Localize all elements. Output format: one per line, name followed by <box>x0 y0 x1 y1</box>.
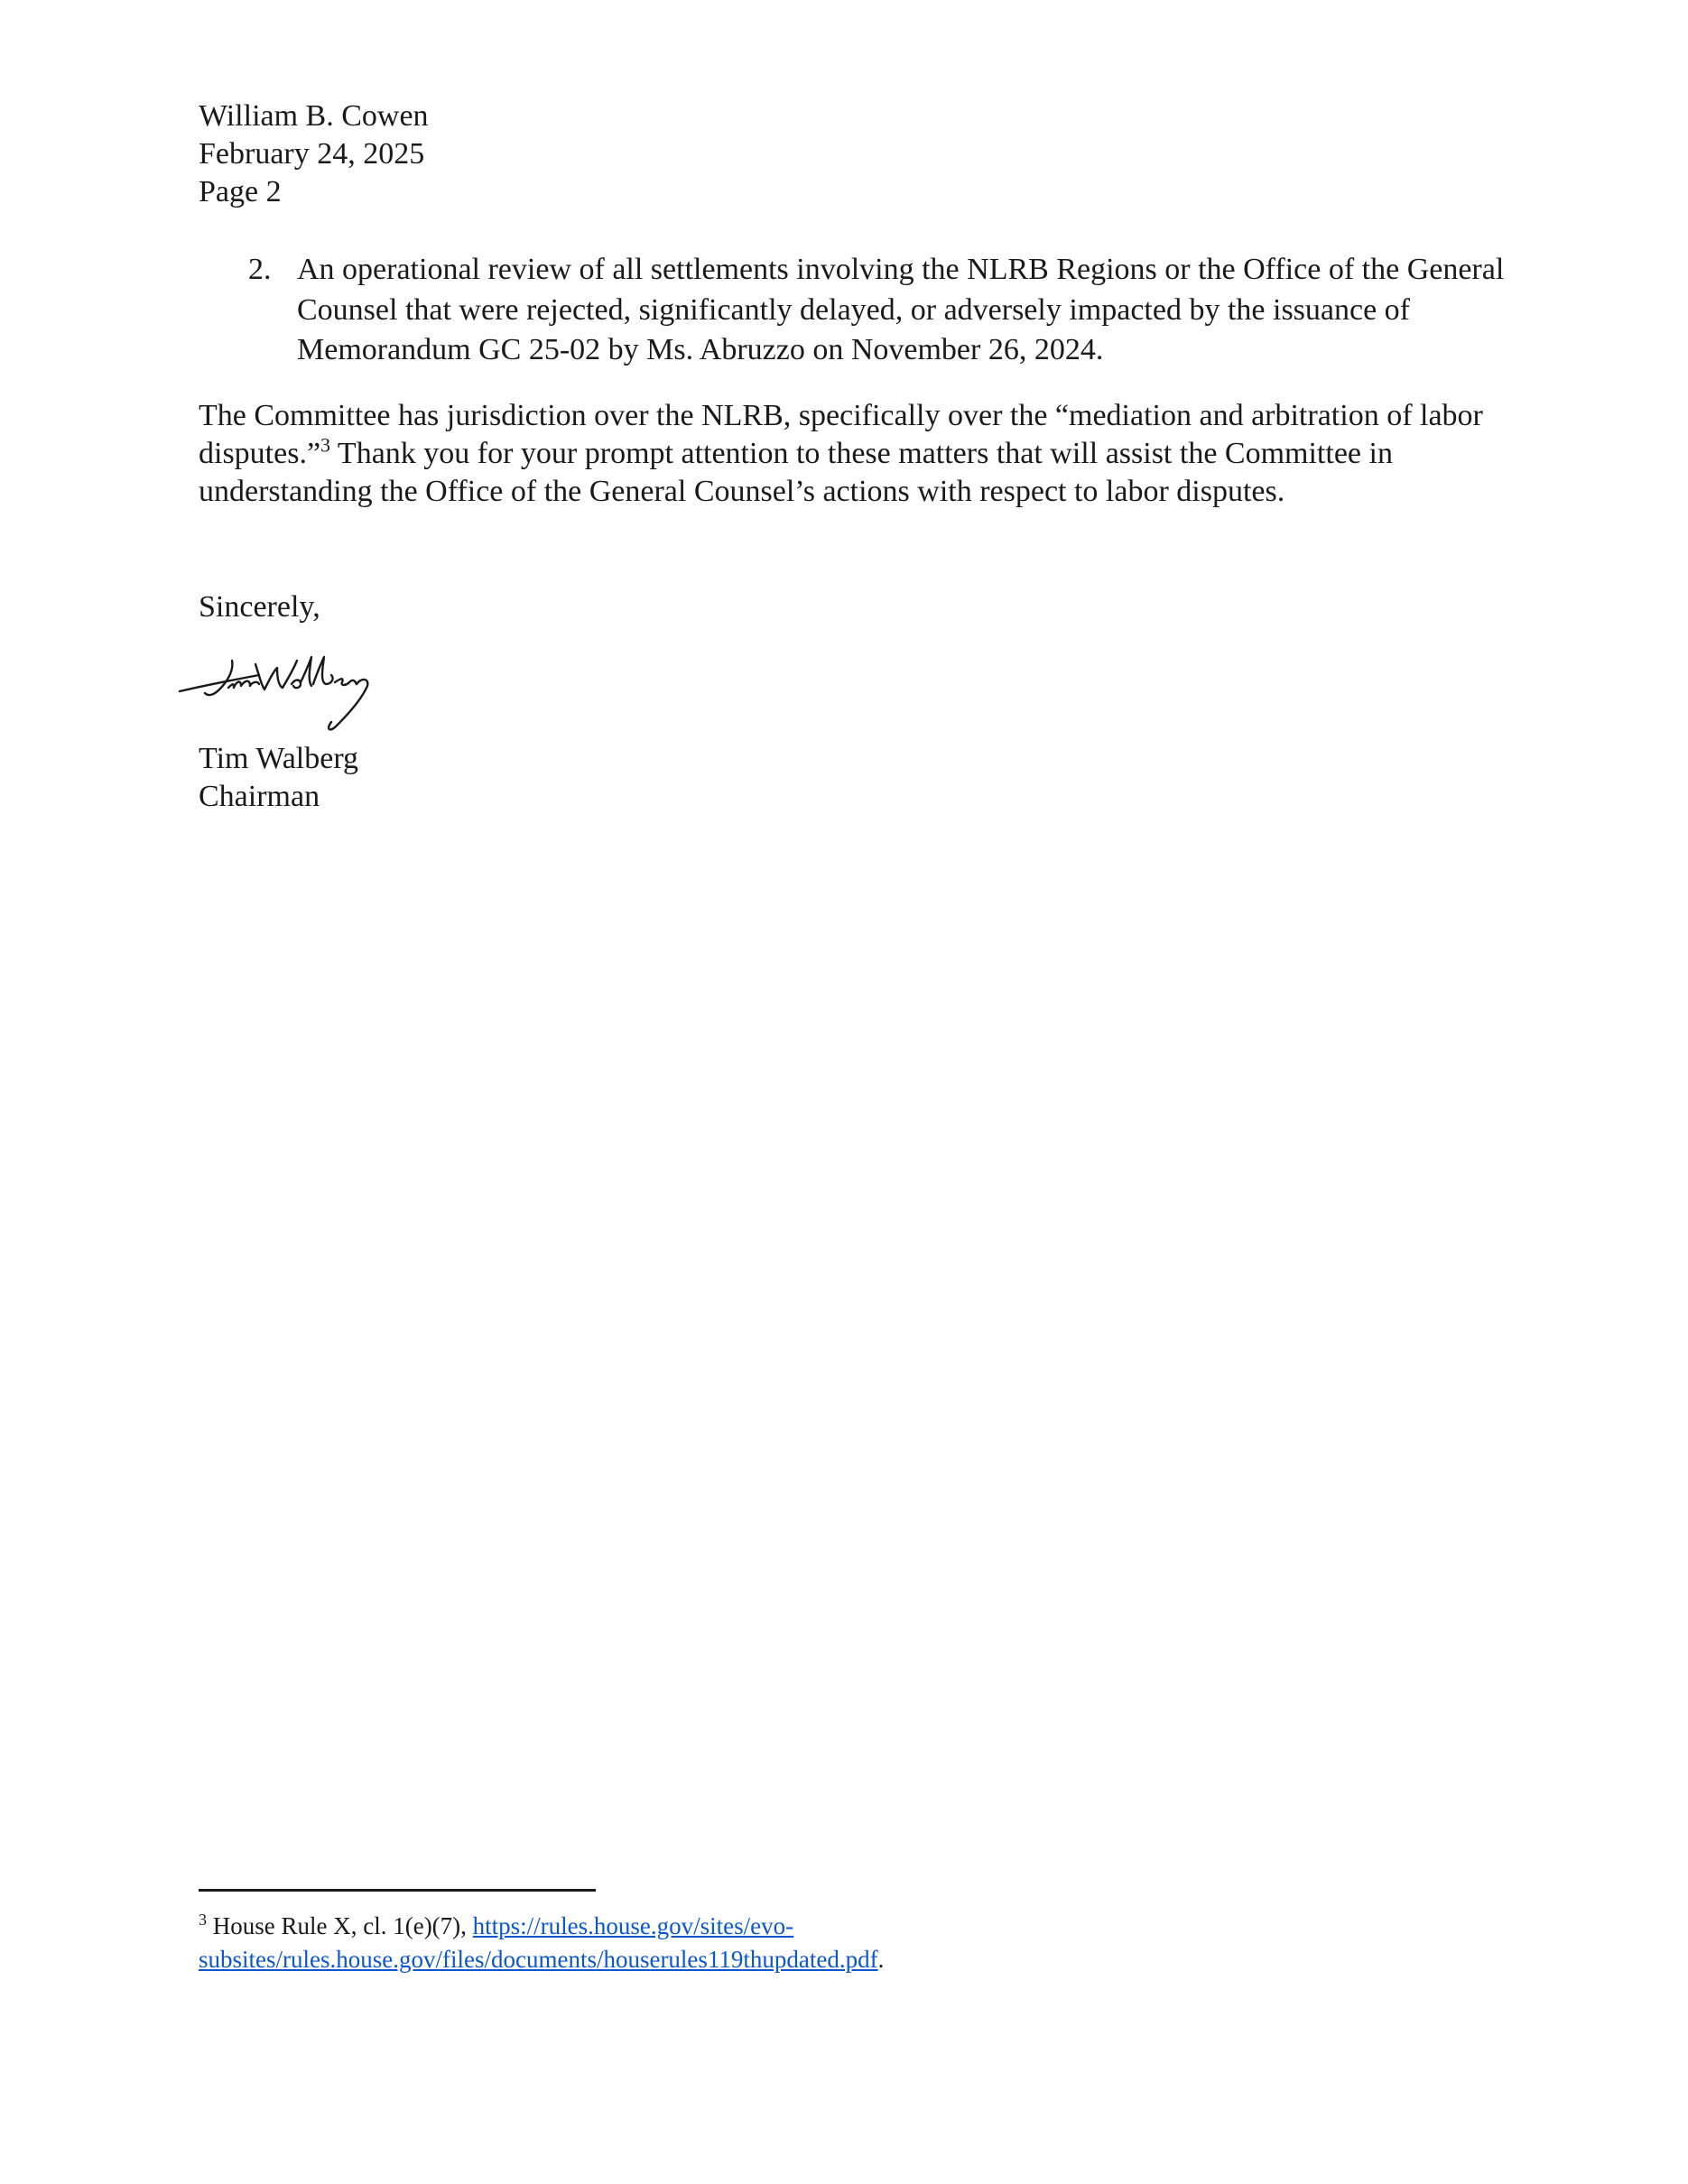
list-item-text: An operational review of all settlements involving the NLRB Regions or the Office of the General Counsel that were rejected, significantly delayed, or adversely impacted by the issuance of Memorandum GC 25-02 by Ms. Abruzzo on November 26, 2024. <box>297 253 1505 366</box>
letter-date: February 24, 2025 <box>199 137 425 171</box>
jurisdiction-paragraph <box>199 397 1489 511</box>
handwritten-signature <box>176 648 375 738</box>
paragraph-text-before-note: The Committee has jurisdiction over the NLRB, specifically over the “mediation and arbitration of labor disputes.” <box>199 399 1483 470</box>
paragraph-text-after-note: Thank you for your prompt attention to these matters that will assist the Committee in understanding the Office of the General Counsel’s actions with respect to labor disputes. <box>199 437 1393 508</box>
signer-title: Chairman <box>199 780 320 813</box>
numbered-list <box>248 250 1512 371</box>
footnote-divider <box>199 1889 596 1892</box>
footnote-text: House Rule X, cl. 1(e)(7), <box>207 1912 473 1939</box>
signer-block <box>199 740 358 816</box>
footnote-period: . <box>877 1946 885 1973</box>
recipient-name: William B. Cowen <box>199 99 429 133</box>
letter-header <box>199 97 429 211</box>
list-item-number: 2. <box>248 253 272 286</box>
footnote-link-part-1[interactable]: https://rules.house.gov/sites/evo- <box>472 1912 794 1939</box>
footnote-marker: 3 <box>199 1911 207 1929</box>
signer-name: Tim Walberg <box>199 742 359 775</box>
footnote-reference[interactable]: 3 <box>320 433 331 457</box>
footnote <box>199 1910 1192 1976</box>
footnote-link-part-2[interactable]: subsites/rules.house.gov/files/documents/houserules119thupdated.pdf <box>199 1946 878 1973</box>
list-item <box>248 250 1512 371</box>
closing-salutation: Sincerely, <box>199 590 320 624</box>
page-number: Page 2 <box>199 175 282 208</box>
